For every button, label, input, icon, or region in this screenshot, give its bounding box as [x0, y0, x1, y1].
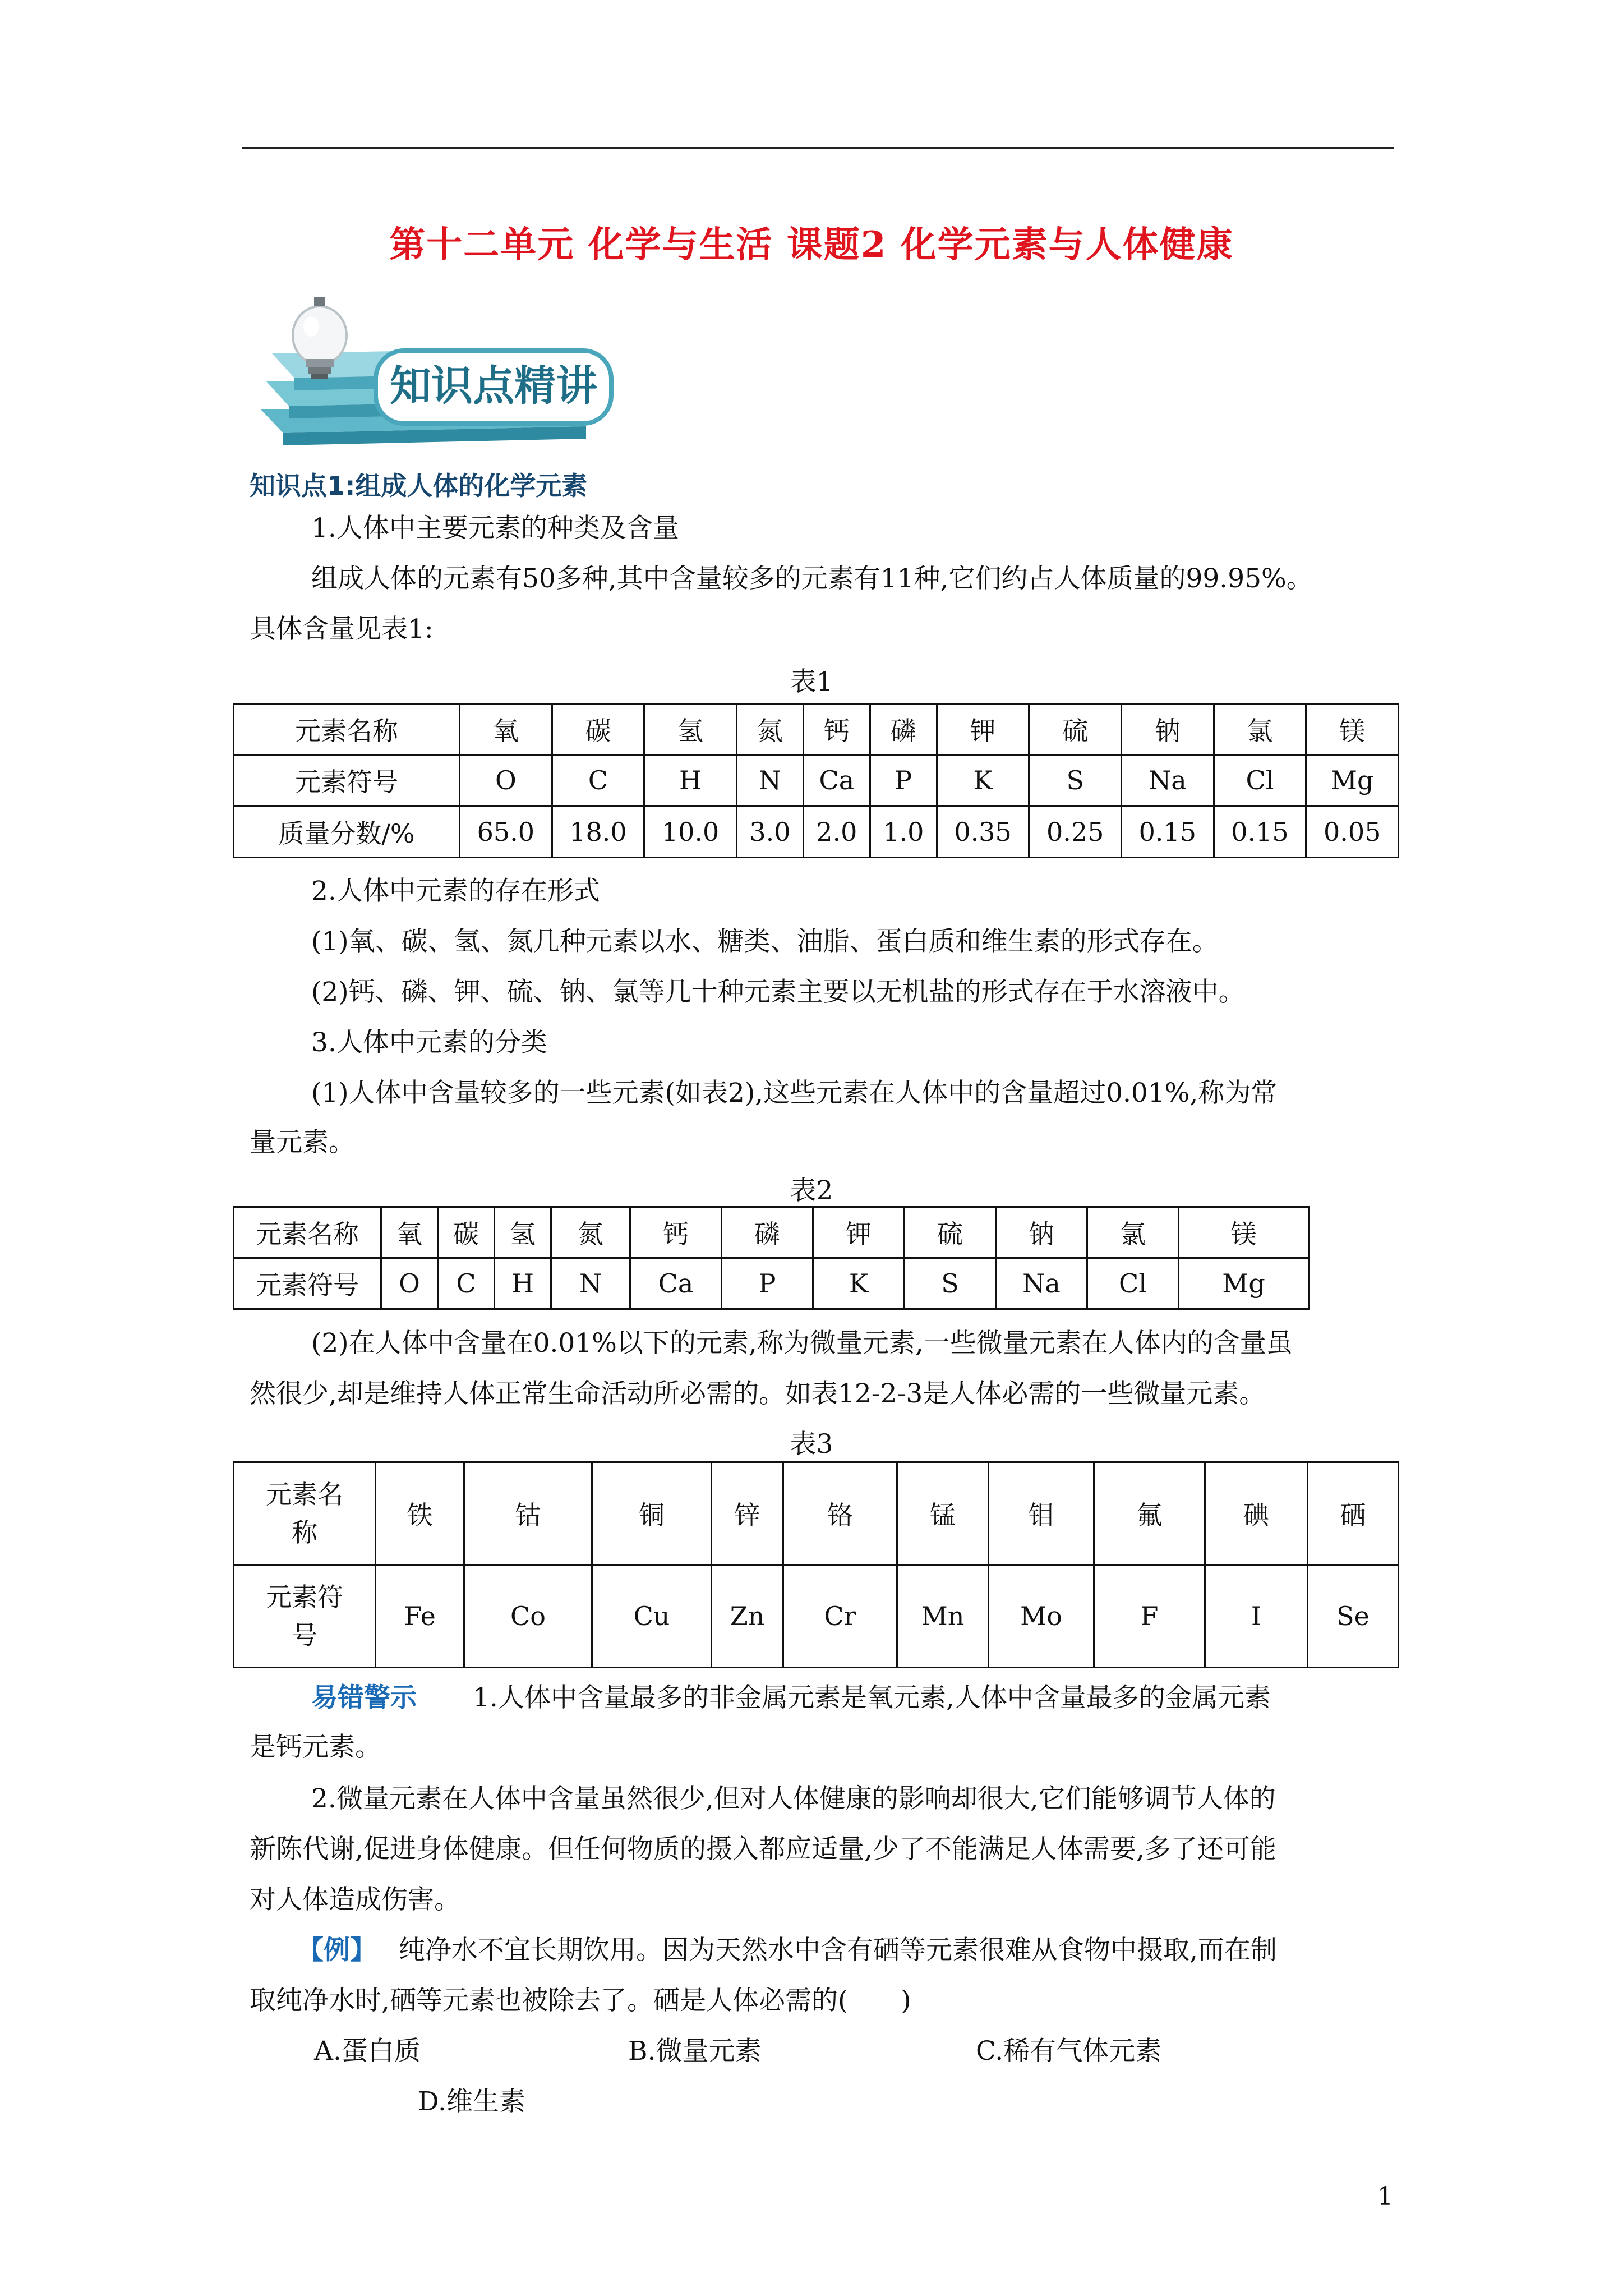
table-cell: 65.0 — [460, 806, 552, 858]
table-cell: Zn — [712, 1565, 783, 1668]
table-cell: 磷 — [722, 1207, 813, 1258]
table-cell: 钾 — [813, 1207, 905, 1258]
table-3-caption: 表3 — [790, 1429, 833, 1460]
table-1 — [233, 703, 1399, 858]
knowledge-badge — [250, 292, 631, 454]
table-row — [234, 704, 1399, 755]
table-cell: 钠 — [996, 1207, 1087, 1258]
table-cell: I — [1205, 1565, 1308, 1668]
table-cell: 钠 — [1122, 704, 1214, 755]
table-cell: 氯 — [1214, 704, 1306, 755]
page-number: 1 — [1377, 2182, 1393, 2211]
row-label-line: 号 — [292, 1620, 317, 1650]
section-3-item-1-cont: 量元素。 — [250, 1127, 355, 1158]
table-row — [234, 755, 1399, 806]
table-cell: C — [552, 755, 644, 806]
table-cell: 铁 — [376, 1462, 464, 1565]
table-cell: H — [495, 1258, 551, 1309]
option-b: B.微量元素 — [628, 2036, 762, 2067]
table-cell: Mg — [1179, 1258, 1309, 1309]
table-cell: 锰 — [897, 1462, 989, 1565]
badge-label: 知识点精讲 — [390, 362, 597, 410]
warning-2-cont: 新陈代谢,促进身体健康。但任何物质的摄入都应适量,少了不能满足人体需要,多了还可能 — [250, 1834, 1276, 1865]
row-label: 元素符号 — [234, 1258, 381, 1309]
table-cell: C — [438, 1258, 495, 1309]
section-2-item-1: (1)氧、碳、氢、氮几种元素以水、糖类、油脂、蛋白质和维生素的形式存在。 — [311, 926, 1219, 957]
table-cell: 钙 — [803, 704, 870, 755]
table-cell: 氮 — [736, 704, 803, 755]
example-label: 【例】 — [297, 1935, 376, 1966]
table-cell: 0.35 — [937, 806, 1029, 858]
section-2-item-2: (2)钙、磷、钾、硫、钠、氯等几十种元素主要以无机盐的形式存在于水溶液中。 — [311, 977, 1245, 1007]
table-cell: 氢 — [644, 704, 737, 755]
table-cell: 钴 — [464, 1462, 592, 1565]
table-cell: 1.0 — [870, 806, 937, 858]
table-cell: 3.0 — [736, 806, 803, 858]
table-cell: Cr — [783, 1565, 897, 1668]
row-label: 元素名称 — [234, 1207, 381, 1258]
table-cell: 钾 — [937, 704, 1029, 755]
table-cell: Cu — [592, 1565, 712, 1668]
table-cell: Se — [1308, 1565, 1399, 1668]
table-cell: 0.05 — [1306, 806, 1399, 858]
table-cell: 铜 — [592, 1462, 712, 1565]
table-cell: 碘 — [1205, 1462, 1308, 1565]
warning-2-text: 2.微量元素在人体中含量虽然很少,但对人体健康的影响却很大,它们能够调节人体的 — [311, 1783, 1276, 1814]
table-cell: F — [1094, 1565, 1205, 1668]
table-cell: 18.0 — [552, 806, 644, 858]
table-cell: 氯 — [1087, 1207, 1179, 1258]
section-3-item-2: (2)在人体中含量在0.01%以下的元素,称为微量元素,一些微量元素在人体内的含量虽 — [311, 1328, 1293, 1359]
example-block — [297, 1934, 1277, 1967]
table-cell: 碳 — [438, 1207, 495, 1258]
table-cell: 钙 — [630, 1207, 722, 1258]
table-cell: 铬 — [783, 1462, 897, 1565]
table-cell: 氧 — [460, 704, 552, 755]
row-label-line: 元素名 — [266, 1479, 343, 1510]
row-label — [234, 1462, 376, 1565]
table-cell: Fe — [376, 1565, 464, 1668]
table-cell: 磷 — [870, 704, 937, 755]
table-cell: Mo — [989, 1565, 1094, 1668]
table-cell: Mn — [897, 1565, 989, 1668]
table-cell: S — [905, 1258, 996, 1309]
section-2-heading: 2.人体中元素的存在形式 — [311, 876, 600, 907]
table-cell: 氟 — [1094, 1462, 1205, 1565]
table-cell: 镁 — [1179, 1207, 1309, 1258]
table-cell: 0.25 — [1029, 806, 1122, 858]
table-3 — [233, 1461, 1399, 1668]
row-label: 元素符号 — [234, 755, 460, 806]
table-cell: N — [736, 755, 803, 806]
section-1-text-cont: 具体含量见表1: — [250, 614, 434, 645]
table-cell: K — [813, 1258, 905, 1309]
example-text: 纯净水不宜长期饮用。因为天然水中含有硒等元素很难从食物中摄取,而在制 — [399, 1935, 1277, 1966]
table-2-caption: 表2 — [790, 1175, 833, 1206]
table-cell: 镁 — [1306, 704, 1399, 755]
table-cell: 碳 — [552, 704, 644, 755]
header-rule — [242, 147, 1394, 149]
table-cell: 钼 — [989, 1462, 1094, 1565]
table-cell: Ca — [630, 1258, 722, 1309]
knowledge-point-heading: 知识点1:组成人体的化学元素 — [250, 471, 588, 501]
table-cell: 氧 — [381, 1207, 438, 1258]
table-cell: P — [722, 1258, 813, 1309]
table-cell: 锌 — [712, 1462, 783, 1565]
table-cell: S — [1029, 755, 1122, 806]
row-label — [234, 1565, 376, 1668]
section-3-item-1: (1)人体中含量较多的一些元素(如表2),这些元素在人体中的含量超过0.01%,称为常 — [311, 1078, 1278, 1108]
section-3-item-2-cont: 然很少,却是维持人体正常生命活动所必需的。如表12-2-3是人体必需的一些微量元素。 — [250, 1378, 1266, 1409]
example-text-cont: 取纯净水时,硒等元素也被除去了。硒是人体必需的( ) — [250, 1985, 911, 2016]
row-label: 元素名称 — [234, 704, 460, 755]
table-cell: O — [460, 755, 552, 806]
table-cell: 0.15 — [1214, 806, 1306, 858]
table-cell: Co — [464, 1565, 592, 1668]
section-1-text: 组成人体的元素有50多种,其中含量较多的元素有11种,它们约占人体质量的99.95%。 — [311, 563, 1313, 594]
option-d: D.维生素 — [418, 2086, 525, 2117]
table-cell: 硫 — [905, 1207, 996, 1258]
table-cell: Na — [1122, 755, 1214, 806]
table-cell: Ca — [803, 755, 870, 806]
table-cell: 氮 — [551, 1207, 630, 1258]
table-cell: Na — [996, 1258, 1087, 1309]
table-row — [234, 1462, 1399, 1565]
warning-2-cont-2: 对人体造成伤害。 — [250, 1884, 460, 1915]
table-cell: 硫 — [1029, 704, 1122, 755]
warning-block — [311, 1682, 1271, 1714]
table-cell: 2.0 — [803, 806, 870, 858]
option-c: C.稀有气体元素 — [976, 2036, 1162, 2067]
table-2 — [233, 1206, 1310, 1310]
table-cell: H — [644, 755, 737, 806]
table-row — [234, 806, 1399, 858]
table-row — [234, 1207, 1309, 1258]
row-label: 质量分数/% — [234, 806, 460, 858]
table-row — [234, 1565, 1399, 1668]
page-title: 第十二单元 化学与生活 课题2 化学元素与人体健康 — [389, 224, 1234, 266]
row-label-line: 称 — [292, 1517, 317, 1548]
section-3-heading: 3.人体中元素的分类 — [311, 1027, 547, 1058]
table-cell: K — [937, 755, 1029, 806]
table-cell: O — [381, 1258, 438, 1309]
row-label-line: 元素符 — [266, 1582, 343, 1612]
option-a: A.蛋白质 — [314, 2036, 421, 2067]
table-cell: 硒 — [1308, 1462, 1399, 1565]
table-cell: N — [551, 1258, 630, 1309]
table-row — [234, 1258, 1309, 1309]
table-cell: Cl — [1214, 755, 1306, 806]
warning-1-cont: 是钙元素。 — [250, 1732, 381, 1763]
table-cell: 氢 — [495, 1207, 551, 1258]
table-cell: 0.15 — [1122, 806, 1214, 858]
section-1-heading: 1.人体中主要元素的种类及含量 — [311, 513, 679, 544]
table-cell: 10.0 — [644, 806, 737, 858]
table-1-caption: 表1 — [790, 666, 833, 697]
table-cell: P — [870, 755, 937, 806]
warning-1-text: 1.人体中含量最多的非金属元素是氧元素,人体中含量最多的金属元素 — [473, 1682, 1271, 1713]
table-cell: Mg — [1306, 755, 1399, 806]
warning-label: 易错警示 — [311, 1682, 417, 1713]
table-cell: Cl — [1087, 1258, 1179, 1309]
